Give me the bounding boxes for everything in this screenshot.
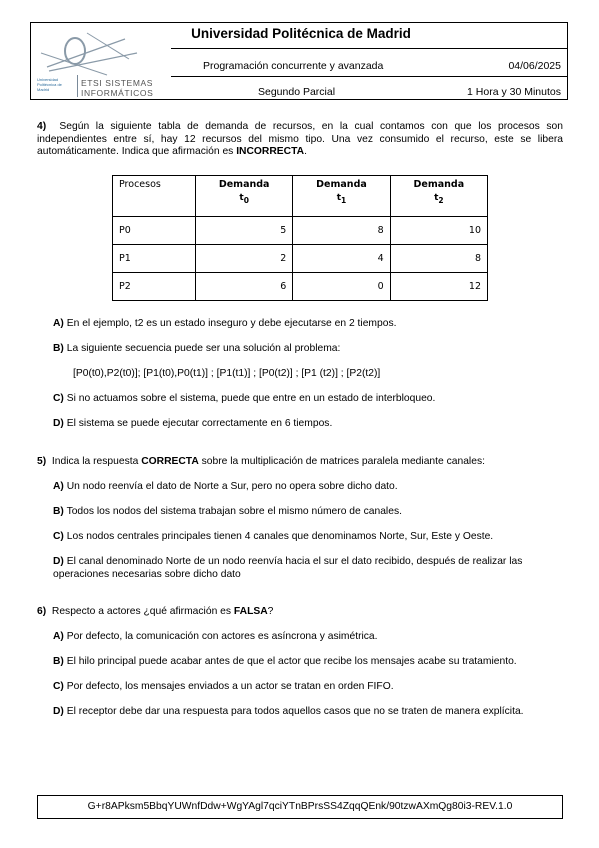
- option-letter: A): [53, 631, 64, 642]
- table-header: Demanda $t_1$: [293, 176, 390, 217]
- question-emphasis: INCORRECTA: [236, 146, 305, 157]
- answer-option-c[interactable]: [53, 393, 563, 406]
- exam-header: [30, 22, 568, 100]
- option-letter: D): [53, 706, 64, 717]
- table-cell: 8: [390, 245, 487, 273]
- question-number: 5): [37, 456, 47, 467]
- document-code-footer: G+r8APksm5BbqYUWnfDdw+WgYAgl7qciYTnBPrsSS4ZqqQEnk/90tzwAXmQg80i3-REV.1.0: [37, 795, 563, 819]
- logo-divider: [77, 75, 78, 97]
- logo-upm-text: Universidad Politécnica de Madrid: [37, 77, 62, 92]
- question-text-end: .: [304, 146, 307, 157]
- table-cell: 10: [390, 217, 487, 245]
- option-letter: C): [53, 393, 64, 404]
- option-letter: A): [53, 318, 64, 329]
- answer-option-a[interactable]: [53, 631, 563, 644]
- question-text-end: sobre la multiplicación de matrices paralela mediante canales:: [198, 456, 485, 467]
- answer-option-c[interactable]: [53, 531, 563, 544]
- answer-option-b[interactable]: [53, 656, 563, 669]
- subject-name: Programación concurrente y avanzada: [203, 60, 384, 72]
- table-row: [113, 217, 488, 245]
- question-6-text: [37, 606, 563, 619]
- question-text-end: ?: [267, 606, 274, 617]
- option-text: Por defecto, los mensajes enviados a un actor se tratan en orden FIFO.: [66, 681, 394, 692]
- table-cell: 4: [293, 245, 390, 273]
- question-text: Respecto a actores ¿qué afirmación es: [51, 606, 234, 617]
- header-divider: [171, 48, 568, 49]
- option-text: Todos los nodos del sistema trabajan sobre el mismo número de canales.: [66, 506, 402, 517]
- logo-informaticos-text: INFORMÁTICOS: [81, 88, 154, 98]
- table-row: [113, 273, 488, 301]
- table-cell: P0: [113, 217, 196, 245]
- option-text: Si no actuamos sobre el sistema, puede que entre en un estado de interbloqueo.: [66, 393, 436, 404]
- table-cell: 12: [390, 273, 487, 301]
- option-letter: B): [53, 656, 64, 667]
- answer-option-a[interactable]: [53, 481, 563, 494]
- option-letter: C): [53, 681, 64, 692]
- option-text: El hilo principal puede acabar antes de que el actor que recibe los mensajes acabe su tratamiento.: [66, 656, 517, 667]
- question-emphasis: FALSA: [233, 606, 268, 617]
- option-text: Un nodo reenvía el dato de Norte a Sur, pero no opera sobre dicho dato.: [66, 481, 398, 492]
- question-4: [37, 121, 563, 159]
- answer-option-a[interactable]: [53, 318, 563, 331]
- table-cell: 6: [196, 273, 293, 301]
- option-letter: D): [53, 418, 64, 429]
- option-text: El canal denominado Norte de un nodo reenvía hacia el sur el dato recibido, después de realizar las operaciones necesarias sobre dicho dato: [53, 556, 523, 580]
- logo-etsi-text: ETSI SISTEMAS: [81, 78, 154, 88]
- option-text: Por defecto, la comunicación con actores es asíncrona y asimétrica.: [66, 631, 378, 642]
- table-header: Demanda $t_0$: [196, 176, 293, 217]
- table-header: Demanda $t_2$: [390, 176, 487, 217]
- table-cell: 8: [293, 217, 390, 245]
- table-cell: P2: [113, 273, 196, 301]
- exam-date: 04/06/2025: [508, 60, 561, 72]
- solution-sequence: [P0(t0),P2(t0)]; [P1(t0),P0(t1)] ; [P1(t1)] ; [P0(t2)] ; [P1 (t2)] ; [P2(t2)]: [73, 368, 381, 379]
- option-text: Los nodos centrales principales tienen 4 canales que denominamos Norte, Sur, Este y Oeste.: [66, 531, 494, 542]
- answer-option-d[interactable]: [53, 418, 563, 431]
- answer-option-d[interactable]: [53, 706, 563, 719]
- table-header-row: [113, 176, 488, 217]
- option-text: En el ejemplo, t2 es un estado inseguro y debe ejecutarse en 2 tiempos.: [66, 318, 397, 329]
- resource-demand-table: [112, 175, 488, 301]
- table-header: Procesos: [113, 176, 196, 217]
- question-number: 4): [37, 121, 47, 132]
- exam-name: Segundo Parcial: [258, 86, 336, 98]
- header-divider: [171, 76, 568, 77]
- option-letter: B): [53, 343, 64, 354]
- question-4-text: [37, 121, 563, 159]
- option-text: La siguiente secuencia puede ser una solución al problema:: [66, 343, 341, 354]
- answer-option-b[interactable]: [53, 506, 563, 519]
- table-cell: 5: [196, 217, 293, 245]
- answer-option-b[interactable]: [53, 343, 563, 356]
- option-letter: A): [53, 481, 64, 492]
- option-text: El receptor debe dar una respuesta para todos aquellos casos que no se traten de manera explícita.: [66, 706, 524, 717]
- table-row: [113, 245, 488, 273]
- option-letter: C): [53, 531, 64, 542]
- table-cell: 0: [293, 273, 390, 301]
- option-text: El sistema se puede ejecutar correctamente en 6 tiempos.: [66, 418, 333, 429]
- question-5-text: [37, 456, 563, 469]
- table-cell: 2: [196, 245, 293, 273]
- university-title: Universidad Politécnica de Madrid: [191, 26, 411, 41]
- university-logo: [31, 23, 171, 99]
- table-cell: P1: [113, 245, 196, 273]
- question-text: Indica la respuesta: [51, 456, 142, 467]
- option-letter: B): [53, 506, 64, 517]
- question-number: 6): [37, 606, 47, 617]
- option-letter: D): [53, 556, 64, 567]
- question-emphasis: CORRECTA: [141, 456, 199, 467]
- answer-option-c[interactable]: [53, 681, 563, 694]
- question-text: Según la siguiente tabla de demanda de recursos, en la cual contamos con que los procesos son independientes entre sí, hay 12 recursos del mismo tipo. Una vez consumido el recurso, este se libera automáticamente. Indica que afirmación es: [37, 121, 563, 157]
- answer-option-d[interactable]: [53, 556, 563, 581]
- exam-duration: 1 Hora y 30 Minutos: [467, 86, 561, 98]
- logo-emblem-icon: [37, 23, 147, 79]
